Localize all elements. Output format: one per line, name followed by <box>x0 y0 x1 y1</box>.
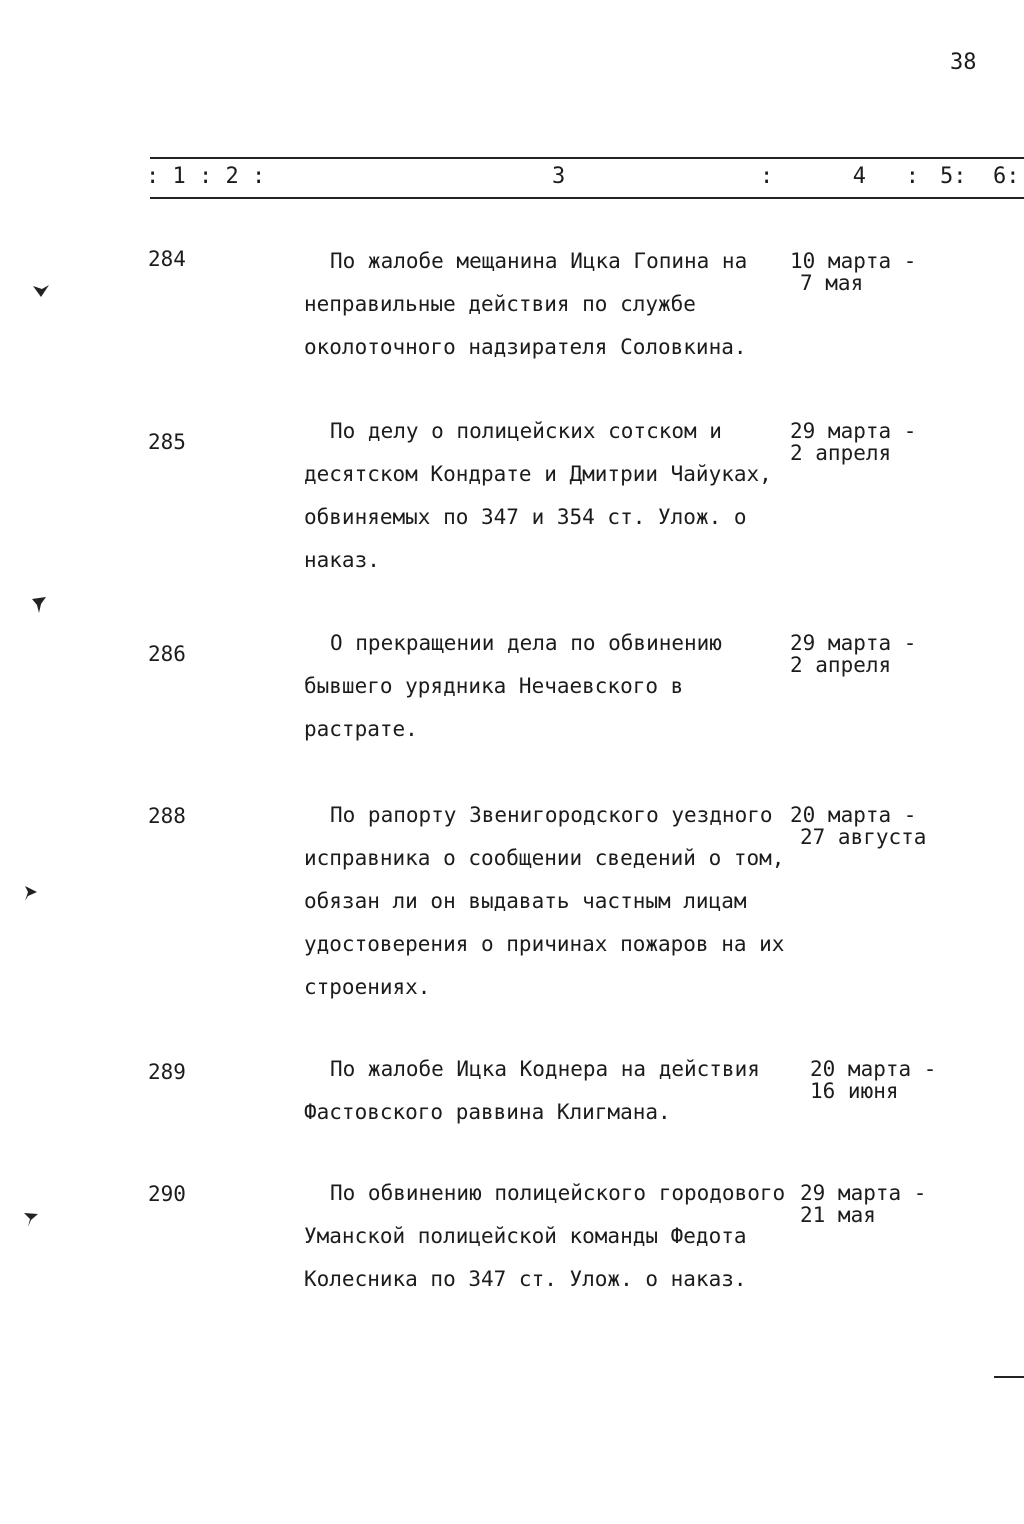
entry-text: По рапорту Звенигородского уездного исправника о сообщении сведений о том, обязан ли он выдавать частным лицам удостоверения о причинах пожаров на их строениях. <box>304 803 785 999</box>
edge-mark <box>994 1376 1024 1378</box>
entry-date-start: 29 марта - <box>800 1181 927 1205</box>
page-number: 38 <box>950 50 977 75</box>
entry-date-end: 7 мая <box>800 271 864 295</box>
entry-number: 290 <box>148 1182 186 1206</box>
entry-date-end: 2 апреля <box>790 441 892 465</box>
entry-number: 289 <box>148 1060 186 1084</box>
entry-text: По обвинению полицейского городового Уманской полицейской команды Федота Колесника по 347 ст. Улож. о наказ. <box>304 1181 786 1291</box>
entry-number: 286 <box>148 642 186 666</box>
entry-text: По жалобе Ицка Коднера на действия Фастовского раввина Клигмана. <box>304 1057 760 1124</box>
entry-date-end: 21 мая <box>800 1203 876 1227</box>
binding-hole-mark-icon <box>22 1210 40 1224</box>
entry-date-end: 16 июня <box>810 1079 899 1103</box>
table-header-col-1-2: : 1 : 2 : <box>146 164 266 189</box>
table-header-col-5-6: 5: 6: <box>940 164 1020 189</box>
entry-date-start: 29 марта - <box>790 419 917 443</box>
table-header-bottom-rule <box>150 197 1024 199</box>
entry-text: По жалобе мещанина Ицка Гопина на неправильные действия по службе околоточного надзирателя Соловкина. <box>304 249 748 359</box>
table-header-col-4: : 4 : <box>760 164 919 189</box>
entry-date-end: 27 августа <box>800 825 927 849</box>
entry-dates <box>790 804 950 848</box>
binding-hole-mark-icon <box>30 596 48 610</box>
entry-dates <box>790 250 950 294</box>
table-header-top-rule <box>150 157 1024 159</box>
entry-text: По делу о полицейских сотском и десятском Кондрате и Дмитрии Чайуках, обвиняемых по 347 и 354 ст. Улож. о наказ. <box>304 419 772 572</box>
entry-number: 288 <box>148 804 186 828</box>
entry-dates <box>790 420 950 464</box>
entry-dates <box>790 632 950 676</box>
entry-number: 284 <box>148 247 186 271</box>
table-header-col-3: 3 <box>552 164 566 189</box>
entry-date-start: 29 марта - <box>790 631 917 655</box>
entry-date-start: 10 марта - <box>790 249 917 273</box>
entry-date-start: 20 марта - <box>810 1057 937 1081</box>
entry-date-end: 2 апреля <box>790 653 892 677</box>
entry-dates <box>810 1058 970 1102</box>
entry-text: О прекращении дела по обвинению бывшего урядника Нечаевского в растрате. <box>304 631 722 741</box>
entry-date-start: 20 марта - <box>790 803 917 827</box>
entry-dates <box>800 1182 960 1226</box>
binding-hole-mark-icon <box>32 284 50 298</box>
entry-number: 285 <box>148 430 186 454</box>
binding-hole-mark-icon <box>22 884 40 898</box>
